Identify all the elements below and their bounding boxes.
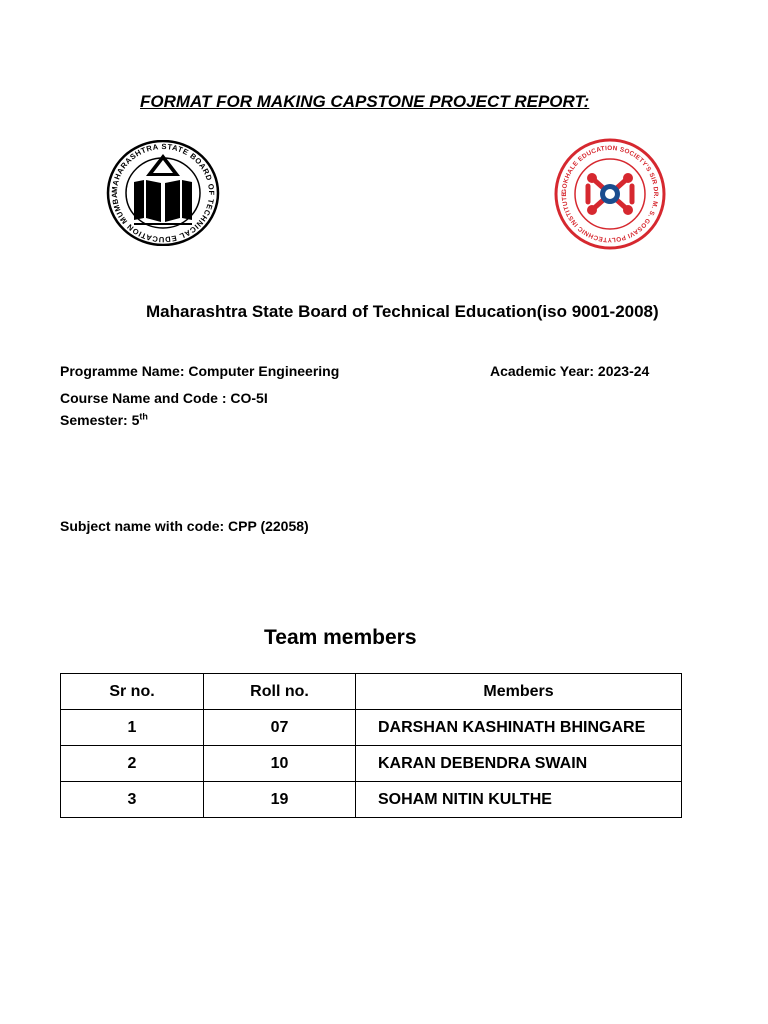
roll-no-cell: 19 <box>204 782 356 818</box>
svg-text:GOKHALE EDUCATION SOCIETY'S SI: GOKHALE EDUCATION SOCIETY'S SIR DR. M. S. GOSAVI POLYTECHNIC INSTITUTE <box>560 144 660 244</box>
sr-no-cell: 3 <box>61 782 204 818</box>
programme-name: Programme Name: Computer Engineering <box>60 363 340 379</box>
member-name-cell: SOHAM NITIN KULTHE <box>356 782 682 818</box>
column-header: Members <box>356 674 682 710</box>
board-title: Maharashtra State Board of Technical Education(iso 9001-2008) <box>146 302 659 321</box>
svg-text:MAHARASHTRA STATE BOARD OF TEC: MAHARASHTRA STATE BOARD OF TECHNICAL EDUCATION MUMBA <box>109 141 217 245</box>
table-row <box>61 782 682 818</box>
course-name-code: Course Name and Code : CO-5I <box>60 390 268 406</box>
msbte-seal-icon <box>106 140 220 246</box>
team-members-table <box>60 673 682 818</box>
table-header-row <box>61 674 682 710</box>
semester-text: Semester: 5 <box>60 412 140 428</box>
semester-suffix: th <box>139 411 148 422</box>
team-members-title: Team members <box>264 626 417 649</box>
column-header: Sr no. <box>61 674 204 710</box>
table-row <box>61 746 682 782</box>
member-name-cell: DARSHAN KASHINATH BHINGARE <box>356 710 682 746</box>
subject-name-code: Subject name with code: CPP (22058) <box>60 518 309 534</box>
academic-year: Academic Year: 2023-24 <box>490 363 650 379</box>
roll-no-cell: 07 <box>204 710 356 746</box>
roll-no-cell: 10 <box>204 746 356 782</box>
semester <box>60 412 148 428</box>
table-row <box>61 710 682 746</box>
column-header: Roll no. <box>204 674 356 710</box>
sr-no-cell: 1 <box>61 710 204 746</box>
member-name-cell: KARAN DEBENDRA SWAIN <box>356 746 682 782</box>
polytechnic-seal-icon <box>552 138 668 250</box>
report-heading: FORMAT FOR MAKING CAPSTONE PROJECT REPORT: <box>140 92 590 111</box>
sr-no-cell: 2 <box>61 746 204 782</box>
